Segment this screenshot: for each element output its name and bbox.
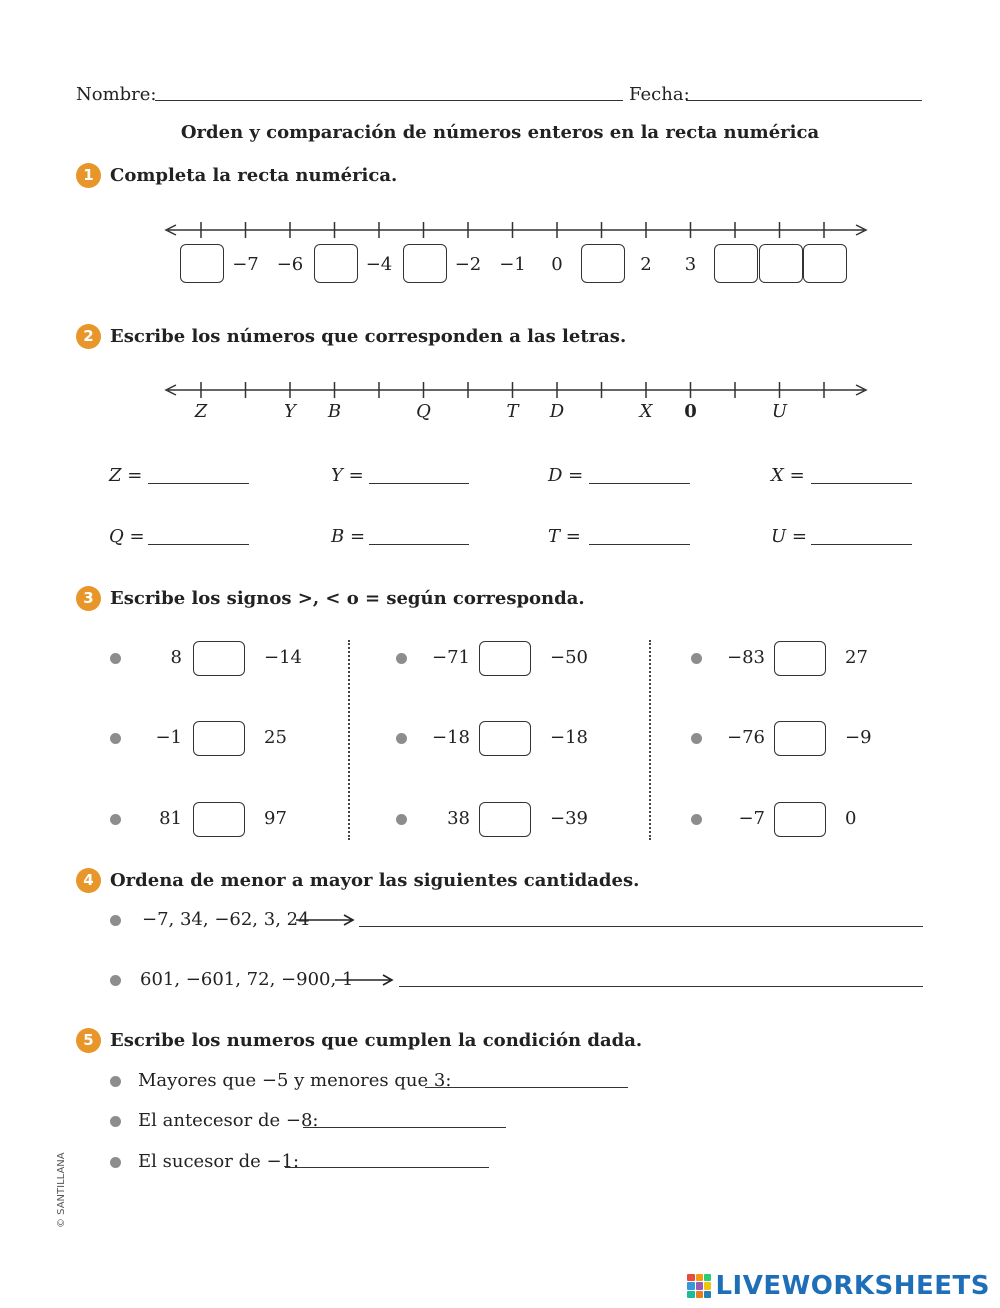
equals-sign: = <box>129 526 145 547</box>
comparison-left-value: −7 <box>738 808 765 829</box>
equation-label <box>548 465 583 487</box>
order-answer-line-1[interactable] <box>359 926 923 927</box>
number-line-letter: B <box>327 401 342 422</box>
section-number-badge: 5 <box>76 1028 101 1053</box>
arrow-right-icon <box>335 972 395 988</box>
equation-letter: Y <box>331 465 343 486</box>
number-line-letter: U <box>771 401 788 422</box>
bullet <box>396 814 407 825</box>
section-1-label: Completa la recta numérica. <box>110 164 398 186</box>
section-2-label: Escribe los números que corresponden a las letras. <box>110 325 627 347</box>
number-line-letter: T <box>506 401 519 422</box>
number-line-label: 2 <box>640 254 652 275</box>
equation-letter: Z <box>109 465 122 486</box>
number-line-1 <box>160 218 872 242</box>
condition-answer-line-2[interactable] <box>303 1127 506 1128</box>
comparison-right-value: 27 <box>845 647 868 668</box>
number-line-label: 0 <box>551 254 563 275</box>
section-4-label: Ordena de menor a mayor las siguientes cantidades. <box>110 869 640 891</box>
section-3-heading <box>76 585 585 611</box>
comparison-left-value: −83 <box>727 647 765 668</box>
condition-answer-line-1[interactable] <box>425 1087 628 1088</box>
section-number-badge: 2 <box>76 324 101 349</box>
equation-label <box>771 526 807 548</box>
equals-sign: = <box>127 465 143 486</box>
section-number-badge: 1 <box>76 163 101 188</box>
number-line-letter: Q <box>416 401 431 422</box>
comparison-sign-box[interactable] <box>193 721 245 756</box>
comparison-right-value: −9 <box>845 727 872 748</box>
comparison-sign-box[interactable] <box>479 802 531 837</box>
number-line-label: −4 <box>365 254 393 275</box>
equation-letter: D <box>548 465 563 486</box>
column-divider <box>649 640 651 840</box>
comparison-right-value: −14 <box>264 647 302 668</box>
section-2-heading <box>76 323 626 349</box>
number-line-label: −6 <box>276 254 304 275</box>
comparison-sign-box[interactable] <box>193 802 245 837</box>
equation-answer-line[interactable] <box>148 483 249 484</box>
equals-sign: = <box>791 526 807 547</box>
equals-sign: = <box>348 465 364 486</box>
bullet <box>110 915 121 926</box>
condition-2: El antecesor de −8: <box>138 1110 319 1131</box>
copyright-text: © SANTILLANA <box>56 1152 67 1228</box>
equation-letter: T <box>548 526 561 547</box>
number-line-answer-box[interactable] <box>314 244 358 283</box>
bullet <box>396 653 407 664</box>
equation-answer-line[interactable] <box>369 544 469 545</box>
comparison-right-value: −50 <box>550 647 588 668</box>
bullet <box>691 653 702 664</box>
number-line-answer-box[interactable] <box>180 244 224 283</box>
number-line-label: −2 <box>454 254 482 275</box>
comparison-sign-box[interactable] <box>479 641 531 676</box>
comparison-left-value: −71 <box>432 647 470 668</box>
arrow-right-icon <box>296 912 356 928</box>
column-divider <box>348 640 350 840</box>
date-label: Fecha: <box>629 84 690 105</box>
bullet <box>110 1076 121 1087</box>
equation-letter: U <box>771 526 787 547</box>
section-3-label: Escribe los signos >, < o = según corresponda. <box>110 587 585 609</box>
comparison-left-value: −18 <box>432 727 470 748</box>
section-5-heading <box>76 1027 642 1053</box>
bullet <box>110 814 121 825</box>
page-title: Orden y comparación de números enteros en la recta numérica <box>180 122 820 143</box>
equation-answer-line[interactable] <box>811 483 912 484</box>
equation-label <box>331 526 365 548</box>
equation-letter: X <box>771 465 784 486</box>
brand-logo <box>687 1271 990 1301</box>
comparison-right-value: 97 <box>264 808 287 829</box>
comparison-left-value: −1 <box>155 727 182 748</box>
name-label: Nombre: <box>76 84 157 105</box>
brand-name: LIVEWORKSHEETS <box>715 1271 990 1301</box>
equation-label <box>109 465 142 487</box>
number-line-letter: Y <box>284 401 296 422</box>
equation-answer-line[interactable] <box>589 544 690 545</box>
number-line-answer-box[interactable] <box>714 244 758 283</box>
equation-letter: Q <box>109 526 124 547</box>
bullet <box>110 975 121 986</box>
number-line-2 <box>160 378 872 402</box>
section-number-badge: 3 <box>76 586 101 611</box>
comparison-sign-box[interactable] <box>774 802 826 837</box>
equals-sign: = <box>565 526 581 547</box>
equation-answer-line[interactable] <box>148 544 249 545</box>
equation-label <box>109 526 145 548</box>
condition-answer-line-3[interactable] <box>285 1167 489 1168</box>
comparison-sign-box[interactable] <box>193 641 245 676</box>
equation-answer-line[interactable] <box>369 483 469 484</box>
number-line-answer-box[interactable] <box>403 244 447 283</box>
section-4-heading <box>76 867 639 893</box>
comparison-left-value: 8 <box>170 647 182 668</box>
bullet <box>691 814 702 825</box>
equals-sign: = <box>568 465 584 486</box>
bullet <box>110 653 121 664</box>
comparison-right-value: 25 <box>264 727 287 748</box>
condition-1: Mayores que −5 y menores que 3: <box>138 1070 452 1091</box>
comparison-left-value: −76 <box>727 727 765 748</box>
equation-answer-line[interactable] <box>811 544 912 545</box>
comparison-sign-box[interactable] <box>479 721 531 756</box>
number-line-letter: 0 <box>684 401 697 422</box>
bullet <box>110 733 121 744</box>
number-line-letter: Z <box>194 401 208 422</box>
equals-sign: = <box>789 465 805 486</box>
bullet <box>396 733 407 744</box>
liveworksheets-logo-icon <box>687 1274 711 1298</box>
section-number-badge: 4 <box>76 868 101 893</box>
order-item-2: 601, −601, 72, −900, 1 <box>140 969 354 990</box>
equation-label <box>548 526 581 548</box>
number-line-answer-box[interactable] <box>581 244 625 283</box>
equation-letter: B <box>331 526 345 547</box>
condition-3: El sucesor de −1: <box>138 1151 300 1172</box>
date-input-line[interactable] <box>686 100 922 101</box>
equation-label <box>331 465 364 487</box>
order-item-1: −7, 34, −62, 3, 24 <box>142 909 310 930</box>
comparison-right-value: −18 <box>550 727 588 748</box>
comparison-left-value: 38 <box>447 808 470 829</box>
number-line-label: 3 <box>684 254 697 275</box>
bullet <box>110 1116 121 1127</box>
equation-answer-line[interactable] <box>589 483 690 484</box>
section-1-heading <box>76 162 397 188</box>
comparison-right-value: −39 <box>550 808 588 829</box>
comparison-sign-box[interactable] <box>774 641 826 676</box>
comparison-right-value: 0 <box>845 808 857 829</box>
number-line-letter: X <box>639 401 653 422</box>
equals-sign: = <box>349 526 366 547</box>
comparison-left-value: 81 <box>159 808 182 829</box>
number-line-answer-box[interactable] <box>803 244 847 283</box>
order-answer-line-2[interactable] <box>399 986 923 987</box>
number-line-label: −7 <box>232 254 259 275</box>
comparison-sign-box[interactable] <box>774 721 826 756</box>
bullet <box>691 733 702 744</box>
number-line-letter: D <box>549 401 565 422</box>
number-line-answer-box[interactable] <box>759 244 803 283</box>
equation-label <box>771 465 805 487</box>
section-5-label: Escribe los numeros que cumplen la condición dada. <box>110 1029 643 1051</box>
number-line-label: −1 <box>499 254 526 275</box>
name-input-line[interactable] <box>155 100 623 101</box>
bullet <box>110 1157 121 1168</box>
